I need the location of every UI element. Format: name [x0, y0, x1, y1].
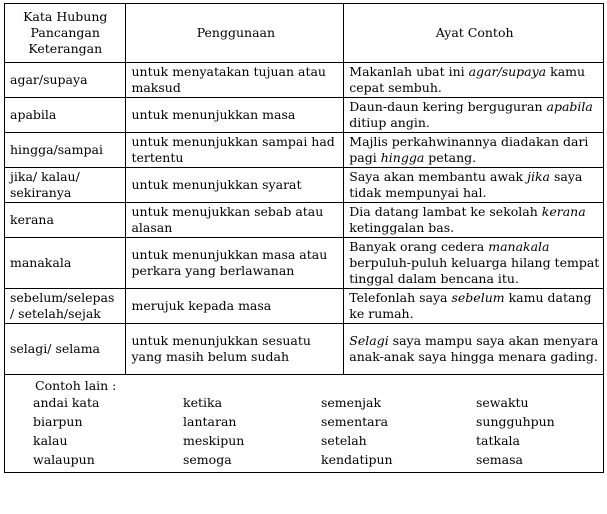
example-word: tatkala [476, 433, 520, 448]
ayat-contoh-text: saya mampu saya akan menyara anak-anak saya hingga menara gading. [349, 333, 599, 364]
ayat-contoh-conjunction: jika [527, 169, 551, 184]
conjunction-table-container [4, 3, 604, 473]
ayat-contoh-text: ditiup angin. [349, 115, 430, 130]
header-ayat-contoh: Ayat Contoh [344, 4, 604, 63]
table-row [5, 203, 604, 238]
example-word: semasa [476, 452, 523, 467]
penggunaan-cell: untuk menunjukkan sampai had tertentu [126, 133, 344, 168]
ayat-contoh-cell [344, 98, 604, 133]
ayat-contoh-text: Telefonlah saya [349, 290, 452, 305]
table-row [5, 133, 604, 168]
ayat-contoh-text: Dia datang lambat ke sekolah [349, 204, 542, 219]
ayat-contoh-cell [344, 133, 604, 168]
penggunaan-cell: untuk menunjukkan sesuatu yang masih belum sudah [126, 324, 344, 375]
table-row [5, 98, 604, 133]
ayat-contoh-text: petang. [424, 150, 477, 165]
penggunaan-cell: untuk menujukkan sebab atau alasan [126, 203, 344, 238]
kata-hubung-line: apabila [10, 107, 57, 122]
ayat-contoh-conjunction: kerana [541, 204, 586, 219]
kata-hubung-cell [5, 238, 126, 289]
header-kata-hubung-line-1: Kata Hubung [23, 9, 108, 24]
kata-hubung-line: manakala [10, 255, 72, 270]
ayat-contoh-cell [344, 203, 604, 238]
table-header-row [5, 4, 604, 63]
kata-hubung-line: jika/ kalau/ [10, 169, 80, 184]
penggunaan-cell: untuk menunjukkan masa atau perkara yang berlawanan [126, 238, 344, 289]
examples-cell [5, 375, 604, 473]
penggunaan-cell: untuk menunjukkan syarat [126, 168, 344, 203]
example-word: sungguhpun [476, 414, 555, 429]
example-word: semoga [183, 452, 232, 467]
table-row [5, 63, 604, 98]
ayat-contoh-text: Majlis perkahwinannya diadakan dari pagi [349, 134, 589, 165]
header-kata-hubung-line-3: Keterangan [28, 41, 103, 56]
kata-hubung-cell [5, 63, 126, 98]
penggunaan-cell: merujuk kepada masa [126, 289, 344, 324]
example-word: sewaktu [476, 395, 529, 410]
header-kata-hubung-line-2: Pancangan [30, 25, 100, 40]
ayat-contoh-conjunction: agar/supaya [468, 64, 547, 79]
ayat-contoh-text: kamu datang ke rumah. [349, 290, 592, 321]
kata-hubung-line: / setelah/sejak [10, 306, 101, 321]
ayat-contoh-conjunction: apabila [546, 99, 593, 114]
ayat-contoh-text: Daun-daun kering berguguran [349, 99, 547, 114]
example-word: kendatipun [321, 452, 393, 467]
conjunction-table [4, 3, 604, 473]
kata-hubung-line: selagi/ selama [10, 341, 101, 356]
kata-hubung-cell [5, 203, 126, 238]
ayat-contoh-cell [344, 238, 604, 289]
kata-hubung-cell [5, 98, 126, 133]
examples-row [5, 375, 604, 473]
kata-hubung-cell [5, 324, 126, 375]
example-word: setelah [321, 433, 367, 448]
ayat-contoh-text: Makanlah ubat ini [349, 64, 469, 79]
example-word: meskipun [183, 433, 245, 448]
example-word: sementara [321, 414, 389, 429]
example-word: ketika [183, 395, 223, 410]
ayat-contoh-cell [344, 324, 604, 375]
ayat-contoh-cell [344, 289, 604, 324]
ayat-contoh-conjunction: sebelum [451, 290, 505, 305]
ayat-contoh-conjunction: hingga [380, 150, 425, 165]
examples-title: Contoh lain : [35, 378, 117, 393]
ayat-contoh-text: berpuluh-puluh keluarga hilang tempat tinggal dalam bencana itu. [349, 255, 600, 286]
ayat-contoh-conjunction: Selagi [349, 333, 389, 348]
example-word: kalau [33, 433, 68, 448]
example-word: semenjak [321, 395, 382, 410]
kata-hubung-cell [5, 133, 126, 168]
ayat-contoh-cell [344, 168, 604, 203]
kata-hubung-line: kerana [10, 212, 54, 227]
table-row [5, 324, 604, 375]
examples-word-grid [33, 394, 599, 468]
example-word: walaupun [33, 452, 95, 467]
example-word: andai kata [33, 395, 100, 410]
ayat-contoh-conjunction: manakala [488, 239, 550, 254]
ayat-contoh-cell [344, 63, 604, 98]
ayat-contoh-text: kamu cepat sembuh. [349, 64, 586, 95]
ayat-contoh-text: Banyak orang cedera [349, 239, 489, 254]
table-row [5, 289, 604, 324]
kata-hubung-cell [5, 289, 126, 324]
example-word: lantaran [183, 414, 237, 429]
kata-hubung-line: agar/supaya [10, 72, 88, 87]
example-word: biarpun [33, 414, 83, 429]
penggunaan-cell: untuk menunjukkan masa [126, 98, 344, 133]
kata-hubung-line: sekiranya [10, 185, 72, 200]
kata-hubung-line: hingga/sampai [10, 142, 103, 157]
table-row [5, 238, 604, 289]
table-row [5, 168, 604, 203]
header-penggunaan: Penggunaan [126, 4, 344, 63]
kata-hubung-cell [5, 168, 126, 203]
ayat-contoh-text: Saya akan membantu awak [349, 169, 528, 184]
ayat-contoh-text: ketinggalan bas. [349, 220, 455, 235]
kata-hubung-line: sebelum/selepas [10, 290, 115, 305]
penggunaan-cell: untuk menyatakan tujuan atau maksud [126, 63, 344, 98]
ayat-contoh-text: saya tidak mempunyai hal. [349, 169, 583, 200]
header-kata-hubung [5, 4, 126, 63]
